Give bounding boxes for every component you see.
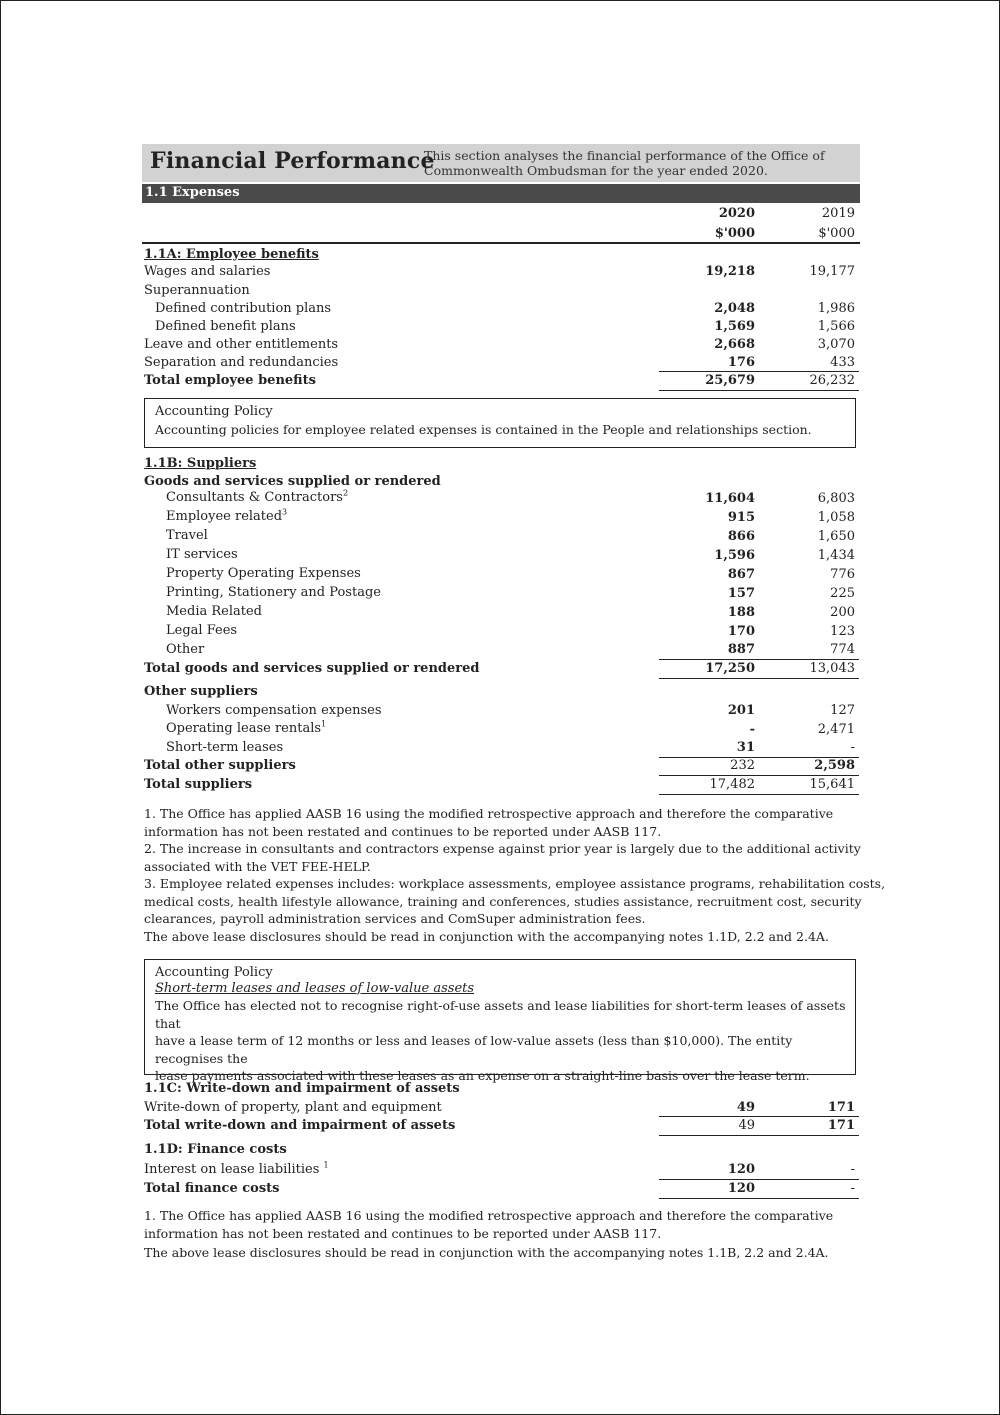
row-label: Consultants & Contractors$^2$: [166, 488, 349, 505]
row-label: Write-down of property, plant and equipment: [144, 1100, 442, 1115]
value-2020: 188: [727, 605, 755, 620]
section-description: [424, 148, 825, 178]
accounting-policy-box: [144, 959, 856, 1083]
footnote-marker: 2: [342, 488, 349, 498]
value-2019: 225: [830, 586, 855, 601]
value-2019: 1,058: [817, 510, 855, 525]
policy-subtitle: Short-term leases and leases of low-value assets: [155, 981, 475, 996]
value-2019: 19,177: [809, 264, 855, 279]
row-label: Employee related$^3$: [166, 507, 288, 524]
total-label: Total employee benefits: [144, 373, 316, 388]
value-2019: 433: [830, 355, 855, 370]
value-2019: -: [850, 1162, 855, 1177]
value-2019: 171: [827, 1100, 855, 1115]
row-label: IT services: [166, 547, 238, 562]
value-2020: 866: [727, 529, 755, 544]
section-bar-label: 1.1 Expenses: [145, 185, 240, 200]
value-2020: 157: [727, 586, 755, 601]
policy-title: Accounting Policy: [155, 965, 273, 980]
policy-title: Accounting Policy: [155, 404, 273, 419]
footnote-line: The above lease disclosures should be read in conjunction with the accompanying notes 1.1B, 2.2 and 2.4A.: [144, 1245, 829, 1260]
footnote-line: 3. Employee related expenses includes: workplace assessments, employee assistance programs, rehabilitation costs,: [144, 876, 886, 891]
row-label: Superannuation: [144, 283, 250, 298]
footnote-line: associated with the VET FEE-HELP.: [144, 858, 371, 874]
total-2019: -: [850, 1181, 855, 1196]
policy-line: The Office has elected not to recognise right-of-use assets and lease liabilities for short-term leases of assets that: [155, 998, 846, 1031]
value-2019: 2,471: [817, 722, 855, 737]
footnote-line: 1. The Office has applied AASB 16 using the modified retrospective approach and therefore the comparative: [144, 1208, 834, 1223]
suppliers-heading: 1.1B: Suppliers: [144, 456, 257, 471]
footnote-marker: 1: [321, 719, 327, 729]
total-2019: 171: [827, 1118, 855, 1133]
row-label: Defined contribution plans: [155, 301, 332, 316]
row-label: Other: [166, 642, 205, 657]
value-2020: 2,048: [714, 301, 755, 316]
value-2019: 1,566: [817, 319, 855, 334]
page-title: Financial Performance: [150, 148, 435, 174]
total-rule: [659, 1135, 859, 1136]
col-2020-header: 2020: [718, 206, 755, 221]
value-2020: 170: [727, 624, 755, 639]
total-2019: 13,043: [809, 661, 855, 676]
total-rule: [659, 794, 859, 795]
value-2020: 120: [727, 1162, 755, 1177]
value-2020: 2,668: [714, 337, 755, 352]
value-2019: 6,803: [817, 491, 855, 506]
footnote-line: 2. The increase in consultants and contractors expense against prior year is largely due to the additional activity: [144, 841, 861, 856]
value-2019: 1,986: [817, 301, 855, 316]
value-2019: 776: [830, 567, 855, 582]
value-2020: 11,604: [705, 491, 755, 506]
value-2020: 31: [736, 740, 755, 755]
total-2020: 17,250: [705, 661, 755, 676]
footnote-line: information has not been restated and continues to be reported under AASB 117.: [144, 823, 662, 839]
value-2020: 1,569: [714, 319, 755, 334]
value-2020: 1,596: [714, 548, 755, 563]
row-label: Operating lease rentals$^1$: [166, 719, 327, 736]
value-2019: 3,070: [817, 337, 855, 352]
col-2019-unit: $'000: [818, 226, 855, 241]
row-label: Interest on lease liabilities $^1$: [144, 1160, 329, 1177]
footnote-line: The above lease disclosures should be read in conjunction with the accompanying notes 1.1D, 2.2 and 2.4A.: [144, 928, 829, 944]
goods-services-subheading: Goods and services supplied or rendered: [144, 474, 441, 489]
value-2019: 127: [830, 703, 855, 718]
finance-costs-heading: 1.1D: Finance costs: [144, 1142, 287, 1157]
row-label: Separation and redundancies: [144, 355, 339, 370]
row-label: Defined benefit plans: [155, 319, 296, 334]
value-2019: 774: [830, 642, 855, 657]
footnotes: [144, 805, 885, 945]
section-header: [142, 144, 860, 182]
policy-line: have a lease term of 12 months or less and leases of low-value assets (less than $10,000). The entity recognises the: [155, 1033, 793, 1066]
subtotal-rule: [659, 1116, 859, 1117]
value-2020: 915: [727, 510, 755, 525]
value-2020: 201: [727, 703, 755, 718]
description-line-1: This section analyses the financial performance of the Office of: [424, 148, 825, 163]
total-2020: 120: [727, 1181, 755, 1196]
value-2020: 867: [727, 567, 755, 582]
row-label: Printing, Stationery and Postage: [166, 585, 381, 600]
policy-text: Accounting policies for employee related expenses is contained in the People and relationships section.: [155, 422, 812, 437]
total-2019: 15,641: [809, 777, 855, 792]
value-2020: 19,218: [705, 264, 755, 279]
total-2020: 25,679: [705, 373, 755, 388]
total-label: Total write-down and impairment of assets: [144, 1118, 456, 1133]
footnote-line: 1. The Office has applied AASB 16 using the modified retrospective approach and therefore the comparative: [144, 806, 834, 821]
value-2020: 887: [727, 642, 755, 657]
total-rule: [659, 678, 859, 679]
header-rule: [142, 242, 860, 244]
value-2020: 49: [736, 1100, 755, 1115]
total-label: Total other suppliers: [144, 758, 296, 773]
row-label: Short-term leases: [166, 740, 284, 755]
policy-text: [155, 997, 855, 1085]
value-2019: -: [850, 740, 855, 755]
section-bar: [142, 184, 860, 203]
total-label: Total suppliers: [144, 777, 253, 792]
total-2020: 17,482: [709, 777, 755, 792]
row-label: Workers compensation expenses: [166, 703, 382, 718]
subtotal-rule: [659, 775, 859, 776]
other-suppliers-subheading: Other suppliers: [144, 684, 258, 699]
footnote-line: information has not been restated and continues to be reported under AASB 117.: [144, 1225, 662, 1241]
subtotal-rule: [659, 371, 859, 372]
footnote-line: medical costs, health lifestyle allowance, training and conferences, studies assistance, recruitment cost, security: [144, 893, 862, 909]
row-label: Wages and salaries: [144, 264, 271, 279]
subtotal-rule: [659, 1179, 859, 1180]
subtotal-rule: [659, 659, 859, 660]
total-2019: 2,598: [814, 758, 855, 773]
row-label: Media Related: [166, 604, 262, 619]
col-2020-unit: $'000: [714, 226, 755, 241]
row-label: Property Operating Expenses: [166, 566, 361, 581]
total-rule: [659, 1198, 859, 1199]
value-2019: 1,434: [817, 548, 855, 563]
value-2020: -: [749, 722, 755, 737]
description-line-2: Commonwealth Ombudsman for the year ended 2020.: [424, 163, 768, 178]
footnotes: [144, 1207, 833, 1262]
total-label: Total finance costs: [144, 1181, 280, 1196]
value-2019: 1,650: [817, 529, 855, 544]
value-2020: 176: [727, 355, 755, 370]
total-label: Total goods and services supplied or rendered: [144, 661, 480, 676]
total-2019: 26,232: [809, 373, 855, 388]
col-2019-header: 2019: [821, 206, 855, 221]
accounting-policy-box: [144, 398, 856, 448]
total-2020: 232: [730, 758, 755, 773]
footnote-marker: 3: [282, 507, 288, 517]
total-2020: 49: [738, 1118, 755, 1133]
total-rule: [659, 390, 859, 391]
row-label: Travel: [166, 528, 208, 543]
footnote-line: clearances, payroll administration services and ComSuper administration fees.: [144, 911, 646, 926]
row-label: Leave and other entitlements: [144, 337, 339, 352]
policy-line: lease payments associated with these leases as an expense on a straight-line basis over the lease term.: [155, 1068, 810, 1083]
employee-benefits-heading: 1.1A: Employee benefits: [144, 247, 319, 262]
row-label: Legal Fees: [166, 623, 238, 638]
footnote-marker: 1: [323, 1160, 329, 1170]
write-down-heading: 1.1C: Write-down and impairment of assets: [144, 1081, 460, 1096]
value-2019: 200: [830, 605, 855, 620]
value-2019: 123: [830, 624, 855, 639]
